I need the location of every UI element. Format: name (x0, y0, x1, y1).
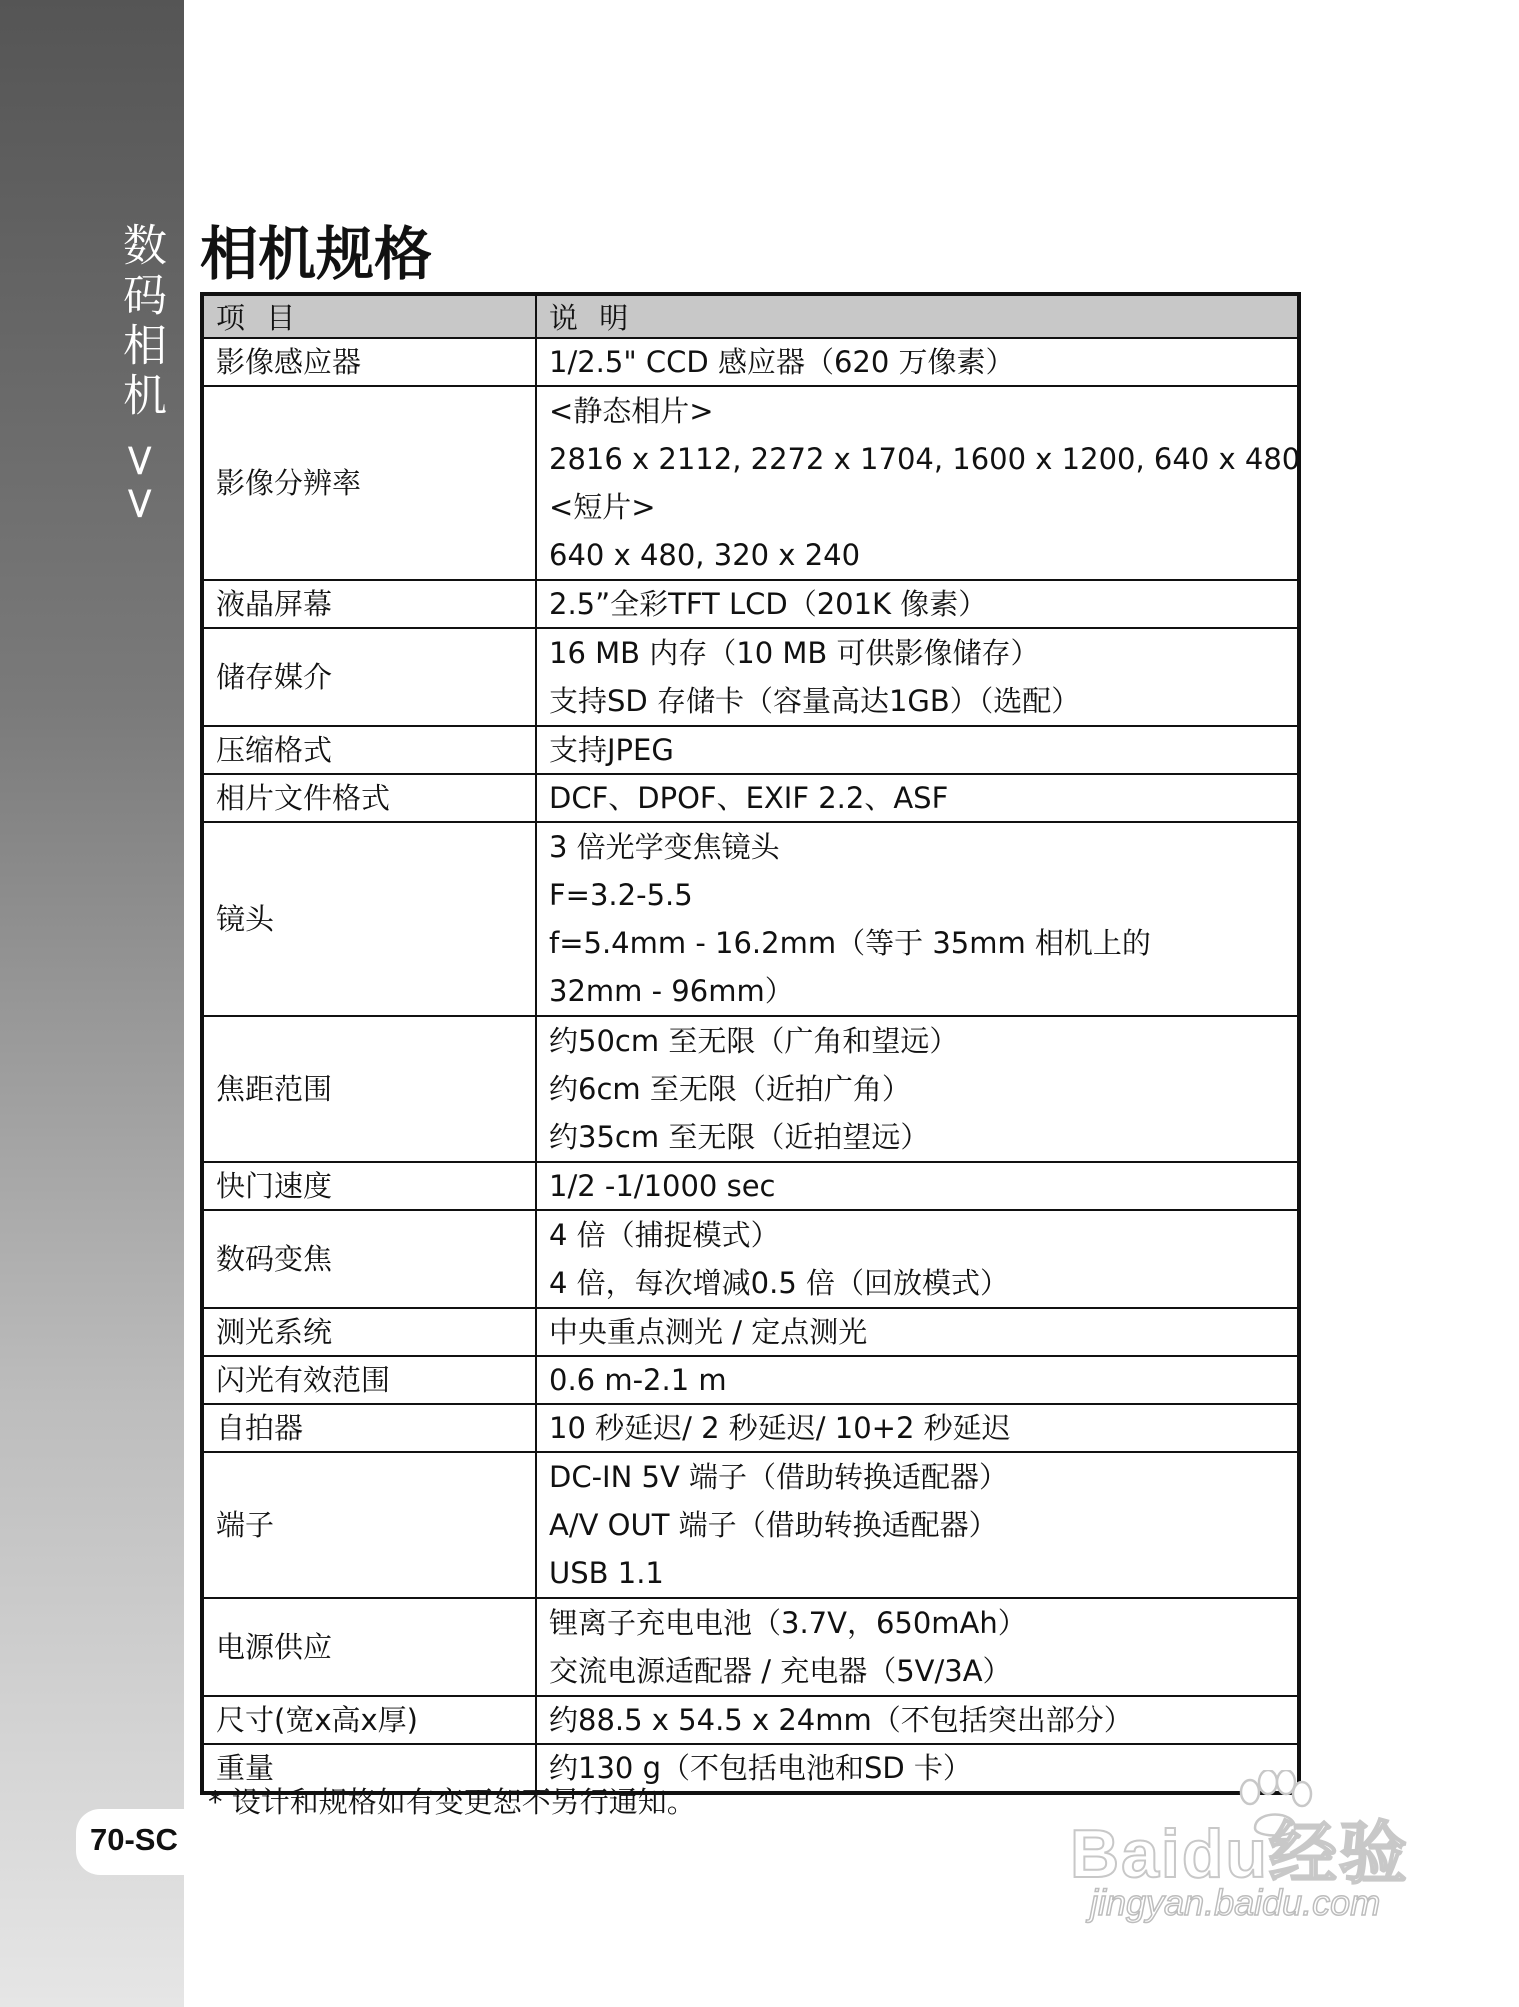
table-row (202, 338, 1299, 386)
spec-item-label: 镜头 (202, 822, 536, 1016)
spec-description: 0.6 m-2.1 m (536, 1356, 1299, 1404)
spec-description-line: 640 x 480, 320 x 240 (549, 538, 861, 572)
spec-description: 支持JPEG (536, 726, 1299, 774)
spec-item-label: 压缩格式 (202, 726, 536, 774)
spec-item-label: 端子 (202, 1452, 536, 1598)
watermark-url: jingyan.baidu.com (1090, 1882, 1381, 1923)
spec-description: DCF、DPOF、EXIF 2.2、ASF (536, 774, 1299, 822)
table-row (202, 1696, 1299, 1744)
spec-item-label: 储存媒介 (202, 628, 536, 726)
spec-description-line: 锂离子充电电池（3.7V，650mAh） (549, 1606, 1027, 1640)
table-row (202, 774, 1299, 822)
spec-item-label: 影像分辨率 (202, 386, 536, 580)
spec-description (536, 1598, 1299, 1696)
section-title: 数码相机 >> (115, 222, 166, 528)
spec-description-line: DC-IN 5V 端子（借助转换适配器） (549, 1460, 1009, 1494)
table-header-row (202, 294, 1299, 338)
table-row (202, 1308, 1299, 1356)
header-desc: 说 明 (536, 294, 1299, 338)
spec-description (536, 386, 1299, 580)
footnote: * 设计和规格如有变更恕不另行通知。 (208, 1785, 696, 1819)
table-row (202, 1598, 1299, 1696)
spec-description (536, 1016, 1299, 1162)
spec-item-label: 尺寸(宽x高x厚) (202, 1696, 536, 1744)
spec-description: 10 秒延迟/ 2 秒延迟/ 10+2 秒延迟 (536, 1404, 1299, 1452)
spec-description-line: 约35cm 至无限（近拍望远） (549, 1120, 930, 1154)
table-row (202, 726, 1299, 774)
header-item: 项 目 (202, 294, 536, 338)
spec-description-line: 4 倍（捕捉模式） (549, 1218, 780, 1252)
spec-table (200, 292, 1301, 1795)
spec-description: 中央重点测光 / 定点测光 (536, 1308, 1299, 1356)
spec-description (536, 1452, 1299, 1598)
spec-item-label: 测光系统 (202, 1308, 536, 1356)
spec-description-line: 交流电源适配器 / 充电器（5V/3A） (549, 1654, 1012, 1688)
page-title: 相机规格 (200, 220, 433, 288)
spec-description-line: A/V OUT 端子（借助转换适配器） (549, 1508, 998, 1542)
spec-description-line: 支持SD 存储卡（容量高达1GB）（选配） (549, 684, 1081, 718)
spec-item-label: 数码变焦 (202, 1210, 536, 1308)
spec-table-body (202, 338, 1299, 1793)
spec-item-label: 影像感应器 (202, 338, 536, 386)
spec-item-label: 自拍器 (202, 1404, 536, 1452)
table-row (202, 822, 1299, 1016)
spec-description-line: 4 倍，每次增减0.5 倍（回放模式） (549, 1266, 1010, 1300)
left-sidebar-band (0, 0, 184, 2007)
table-row (202, 1356, 1299, 1404)
table-row (202, 1016, 1299, 1162)
spec-item-label: 闪光有效范围 (202, 1356, 536, 1404)
page-number: 70-SC (90, 1822, 178, 1857)
spec-description (536, 1210, 1299, 1308)
table-row (202, 1162, 1299, 1210)
table-row (202, 386, 1299, 580)
spec-description (536, 628, 1299, 726)
spec-description: 约88.5 x 54.5 x 24mm（不包括突出部分） (536, 1696, 1299, 1744)
spec-description: 约130 g（不包括电池和SD 卡） (536, 1744, 1299, 1793)
spec-item-label: 焦距范围 (202, 1016, 536, 1162)
spec-description-line: 约50cm 至无限（广角和望远） (549, 1024, 959, 1058)
spec-description-line: f=5.4mm - 16.2mm（等于 35mm 相机上的 (549, 926, 1151, 960)
spec-description: 2.5”全彩TFT LCD（201K 像素） (536, 580, 1299, 628)
watermark (1060, 1770, 1440, 1930)
spec-description: 1/2 -1/1000 sec (536, 1162, 1299, 1210)
spec-item-label: 电源供应 (202, 1598, 536, 1696)
spec-description-line: USB 1.1 (549, 1556, 664, 1590)
spec-description-line: 3 倍光学变焦镜头 (549, 830, 780, 864)
spec-item-label: 相片文件格式 (202, 774, 536, 822)
spec-description-line: 16 MB 内存（10 MB 可供影像储存） (549, 636, 1040, 670)
spec-description: 1/2.5" CCD 感应器（620 万像素） (536, 338, 1299, 386)
spec-item-label: 快门速度 (202, 1162, 536, 1210)
spec-description-line: 2816 x 2112, 2272 x 1704, 1600 x 1200, 640 x 480 (549, 442, 1301, 476)
table-row (202, 1210, 1299, 1308)
table-row (202, 580, 1299, 628)
watermark-logo: Baidu经验 (1070, 1816, 1409, 1892)
spec-item-label: 重量 (202, 1744, 536, 1793)
spec-description (536, 822, 1299, 1016)
table-row (202, 628, 1299, 726)
spec-description-line: 32mm - 96mm） (549, 974, 794, 1008)
spec-description-line: 约6cm 至无限（近拍广角） (549, 1072, 911, 1106)
spec-item-label: 液晶屏幕 (202, 580, 536, 628)
spec-description-line: <短片> (549, 490, 656, 524)
spec-description-line: F=3.2-5.5 (549, 878, 693, 912)
spec-description-line: <静态相片> (549, 394, 714, 428)
table-row (202, 1452, 1299, 1598)
table-row (202, 1404, 1299, 1452)
